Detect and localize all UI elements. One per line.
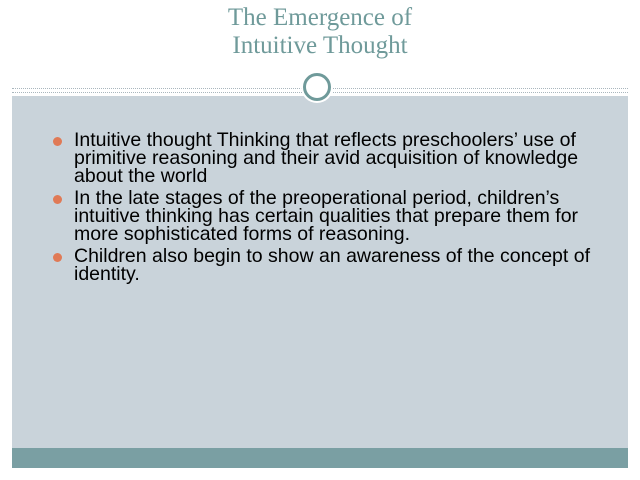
bullet-text: Intuitive thought Thinking that reflects preschoolers’ use of primitive reasoning and their avid acquisition of knowledge about the world	[74, 129, 579, 187]
bullet-text: Children also begin to show an awareness of the concept of identity.	[74, 245, 590, 285]
footer-bar	[12, 448, 628, 468]
slide-title-line-2: Intuitive Thought	[232, 32, 408, 59]
bullet-item	[52, 131, 592, 185]
circle-bullet-icon	[53, 195, 62, 204]
bullet-item	[52, 189, 592, 243]
bullet-text: In the late stages of the preoperational period, children’s intuitive thinking has certain qualities that prepare them for more sophisticated forms of reasoning.	[74, 187, 579, 245]
ring-icon	[303, 73, 331, 101]
slide-title	[12, 4, 628, 60]
slide-title-line-1: The Emergence of	[227, 4, 413, 31]
circle-bullet-icon	[53, 253, 62, 262]
bullet-item	[52, 247, 592, 283]
circle-bullet-icon	[53, 137, 62, 146]
bullet-list	[52, 131, 592, 287]
